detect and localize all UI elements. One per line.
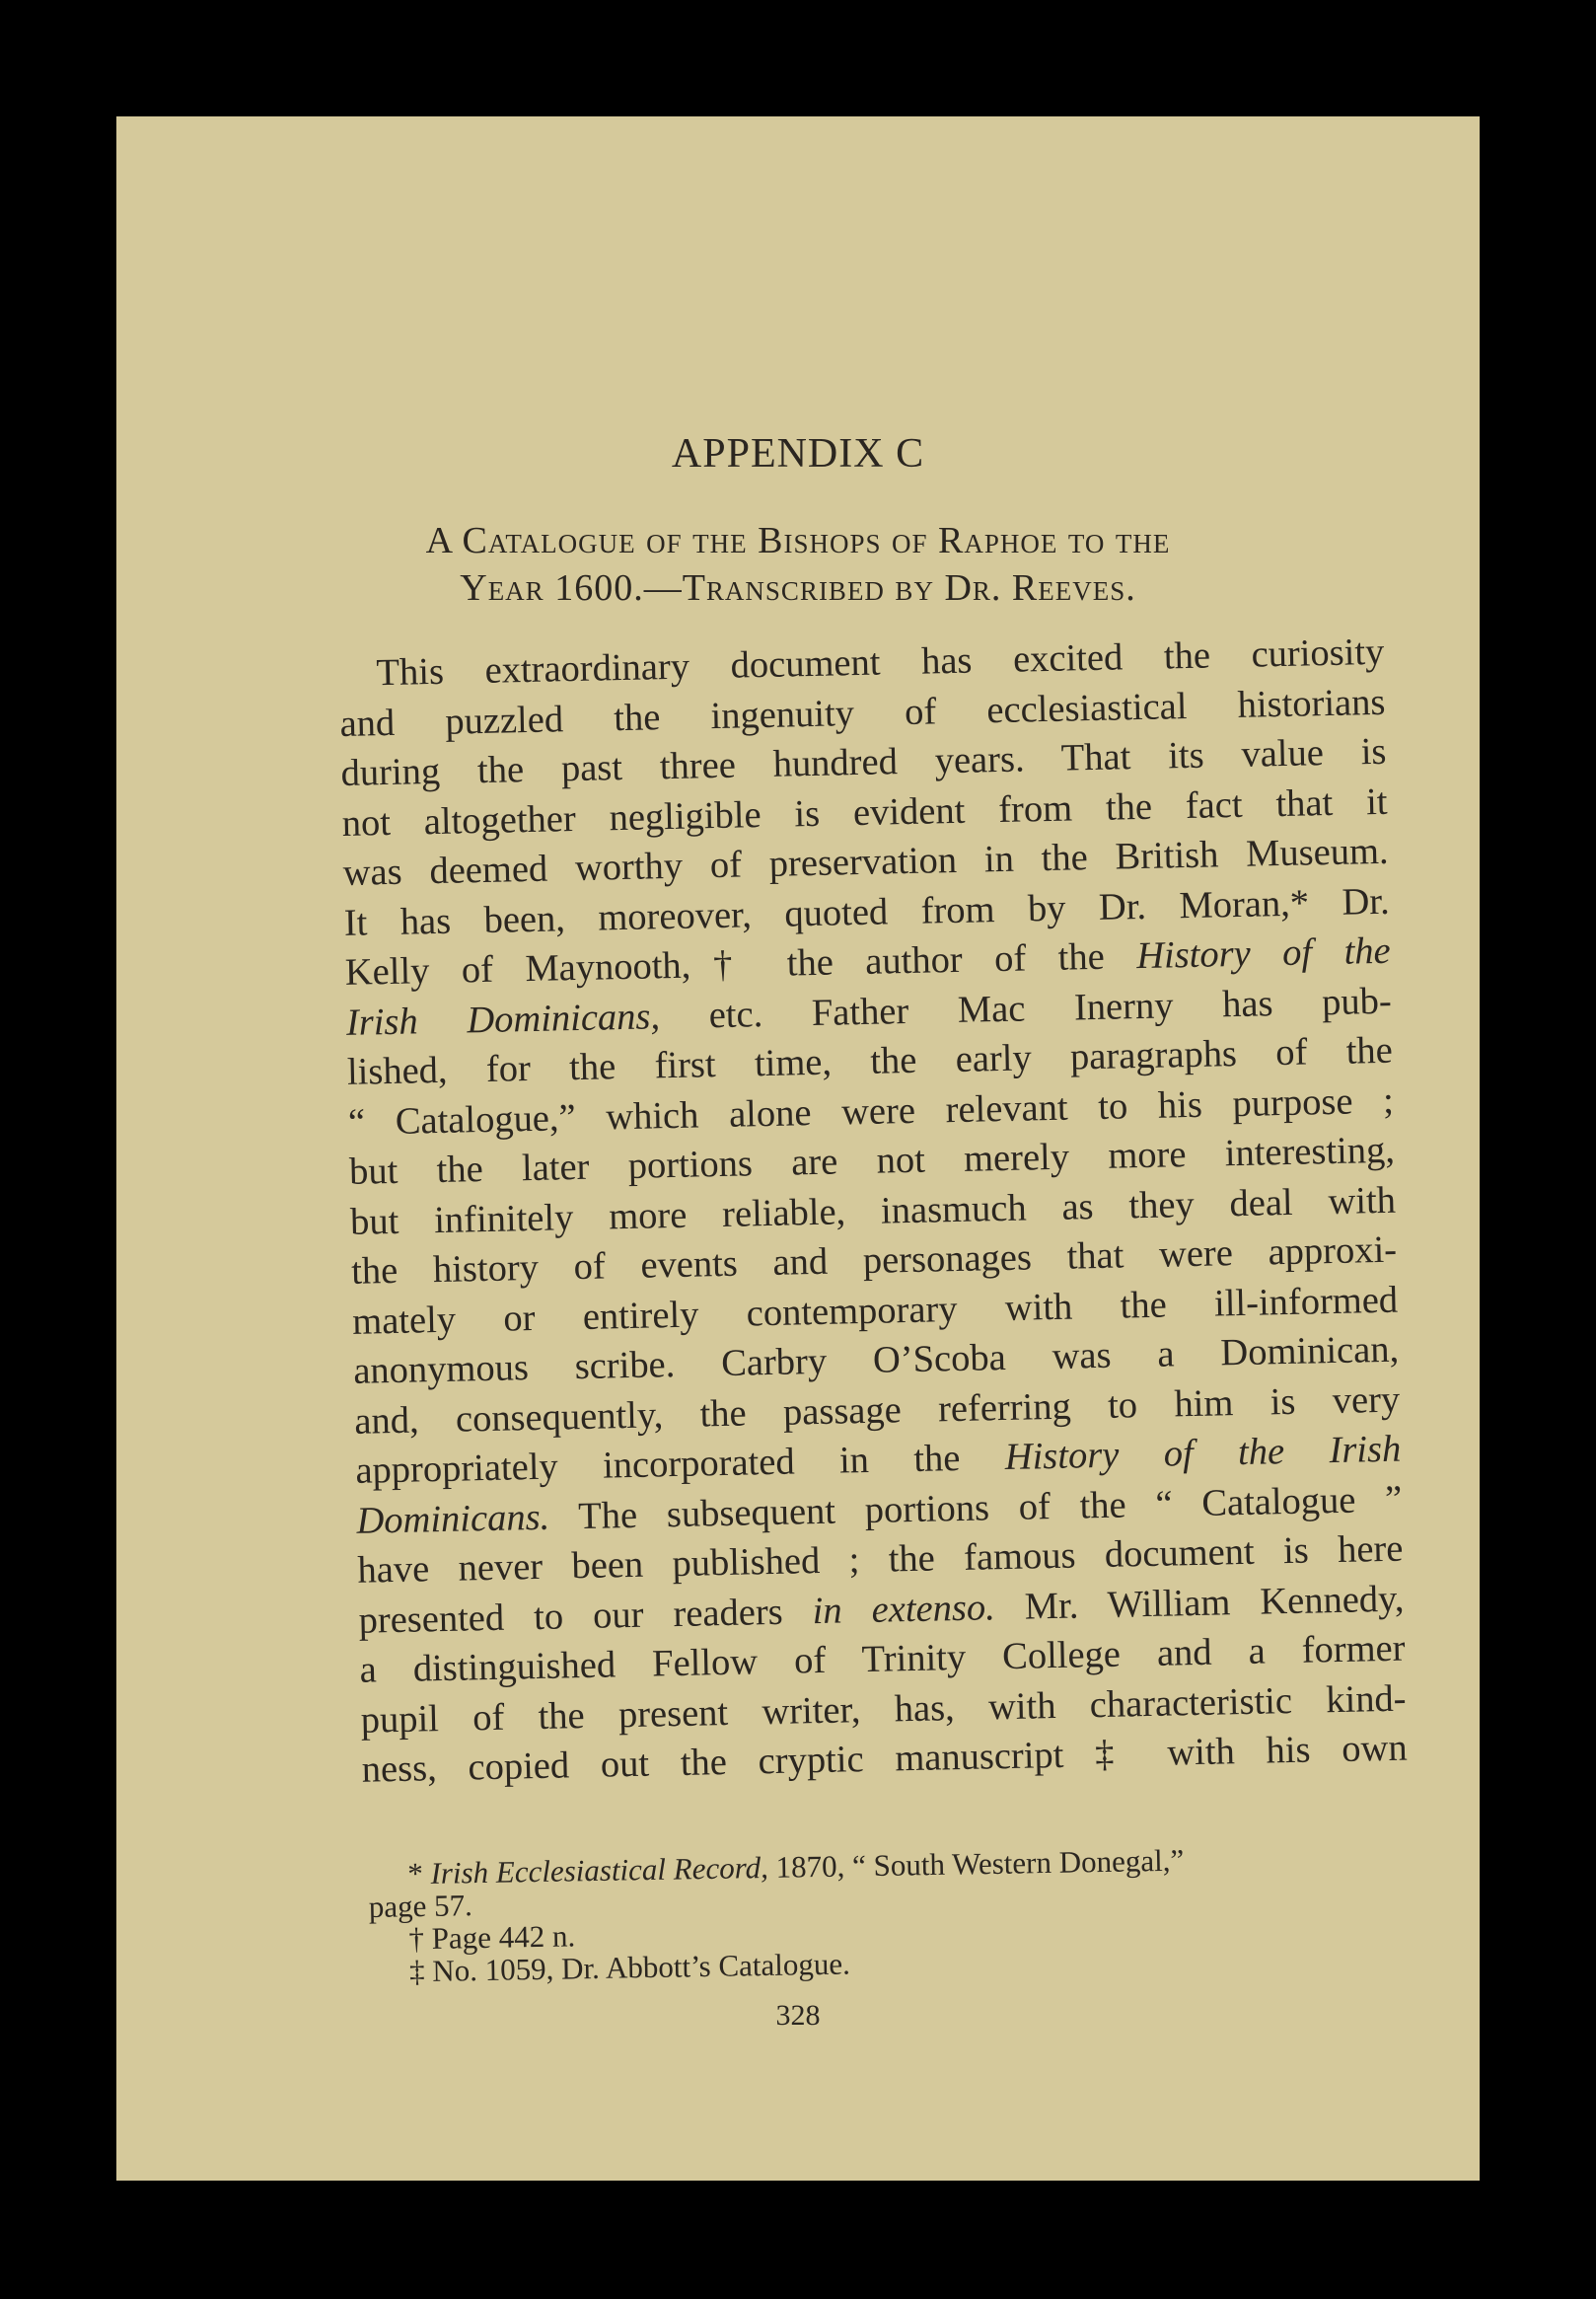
body-line: a distinguished Fellow of Trinity College and a former: [359, 1627, 1406, 1691]
body-line: and puzzled the ingenuity of ecclesiastical historians: [339, 681, 1386, 745]
footnote-2: † Page 442 n.: [408, 1918, 576, 1957]
body-text-run: etc. Father Mac Inerny has pub-: [659, 980, 1393, 1037]
body-line: It has been, moreover, quoted from by Dr. Moran,* Dr.: [343, 880, 1391, 944]
page-number: 328: [775, 1999, 821, 2032]
footnotes: [368, 1840, 1386, 1988]
body-text-run: appropriately incorporated in the: [355, 1437, 1006, 1492]
footnote-marker: *: [406, 1855, 431, 1891]
body-line: pupil of the present writer, has, with characteristic kind-: [360, 1677, 1407, 1742]
body-line: ness, copied out the cryptic manuscript ‡ with his own: [361, 1727, 1408, 1791]
body-text-run: Kelly of Maynooth,† the author of the: [344, 935, 1137, 994]
appendix-title: APPENDIX C: [671, 431, 925, 477]
body-line: have never been published ; the famous document is here: [357, 1527, 1404, 1592]
footnote-1-continued: page 57.: [368, 1888, 473, 1924]
body-line: not altogether negligible is evident from the fact that it: [341, 780, 1388, 845]
body-line: lished, for the first time, the early paragraphs of the: [346, 1029, 1394, 1093]
italic-phrase: in extenso.: [812, 1586, 996, 1632]
body-text-run: presented to our readers: [358, 1590, 814, 1642]
italic-title: Irish Dominicans,: [345, 995, 661, 1044]
book-page: [116, 116, 1480, 2181]
body-line: “ Catalogue,” which alone were relevant to his purpose ;: [347, 1079, 1395, 1144]
body-line: during the past three hundred years. That its value is: [340, 730, 1387, 794]
italic-title: Dominicans.: [356, 1496, 550, 1542]
footnote-3: ‡ No. 1059, Dr. Abbott’s Catalogue.: [408, 1946, 851, 1989]
body-line: mately or entirely contemporary with the ill-informed: [351, 1279, 1399, 1343]
body-line: This extraordinary document has excited the curiosity: [376, 630, 1385, 695]
italic-title: History of the Irish: [1004, 1428, 1402, 1479]
footnote-text: 1870, “ South Western Donegal,”: [767, 1842, 1185, 1885]
body-line: was deemed worthy of preservation in the British Museum.: [342, 830, 1389, 894]
footnote-title: Irish Ecclesiastical Record,: [430, 1849, 769, 1891]
body-line: and, consequently, the passage referring to him is very: [353, 1378, 1401, 1443]
body-line: but the later portions are not merely more interesting,: [348, 1129, 1396, 1193]
body-text: [338, 628, 1408, 1795]
body-text-run: The subsequent portions of the “ Catalogue ”: [548, 1478, 1403, 1538]
body-line: but infinitely more reliable, inasmuch as they deal with: [349, 1179, 1397, 1243]
body-line: the history of events and personages that were approxi-: [350, 1228, 1398, 1293]
body-line: anonymous scribe. Carbry O’Scoba was a Dominican,: [352, 1328, 1400, 1392]
subtitle-line-2: Year 1600.—Transcribed by Dr. Reeves.: [460, 567, 1136, 609]
italic-title: History of the: [1135, 929, 1392, 978]
subtitle-line-1: A Catalogue of the Bishops of Raphoe to the: [425, 520, 1171, 561]
body-text-run: Mr. William Kennedy,: [994, 1578, 1405, 1628]
